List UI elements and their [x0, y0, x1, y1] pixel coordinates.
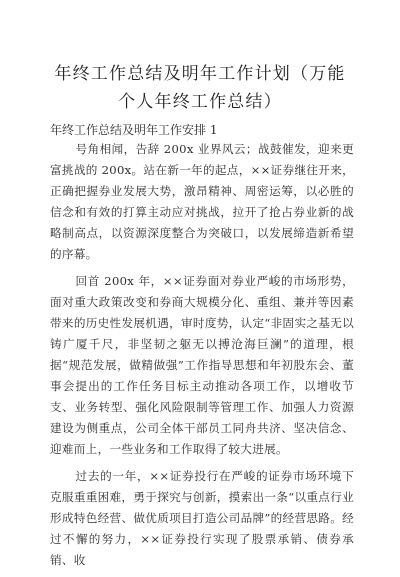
document-body	[50, 139, 354, 577]
document-title: 年终工作总结及明年工作计划（万能个人年终工作总结）	[54, 64, 346, 112]
paragraph: 过去的一年，××证券投行在严峻的证券市场环境下克服重重困难，勇于探究与创新，摸索出一条“以重点行业形成特色经营、做优质项目打造公司品牌”的经营思路。经过不懈的努力，××证券投行实现了股票承销、债券承销、收	[50, 469, 354, 567]
paragraph: 号角相闻，告辞 200x 业界风云；战鼓催发，迎来更富挑战的 200x。站在新一年的起点，××证券继往开来，正确把握券业发展大势，激昂精神、周密运筹，以必胜的信念和有效的打算主动应对挑战，拉开了抢占券业新的战略制高点，以资源深度整合为突破口，以发展缔造新希望的序幕。	[50, 142, 354, 261]
paragraph: 回首 200x 年，××证券面对券业严峻的市场形势，面对重大政策改变和券商大规模分化、重组、兼并等因素带来的历史性发展机遇，审时度势，认定“非固实之基无以铸广厦千尺，非坚韧之躯无以搏沧海巨澜”的道理，根据“规范发展，做精做强”工作指导思想和年初股东会、董事会提出的工作任务目标主动推动各项工作，以增收节支、业务转型、强化风险限制等管理工作、加强人力资源建设为侧重点，公司全体干部员工同舟共济、坚决信念、迎难而上，一些业务和工作取得了较大进展。	[50, 274, 354, 456]
section-heading: 年终工作总结及明年工作安排 1	[50, 123, 218, 137]
